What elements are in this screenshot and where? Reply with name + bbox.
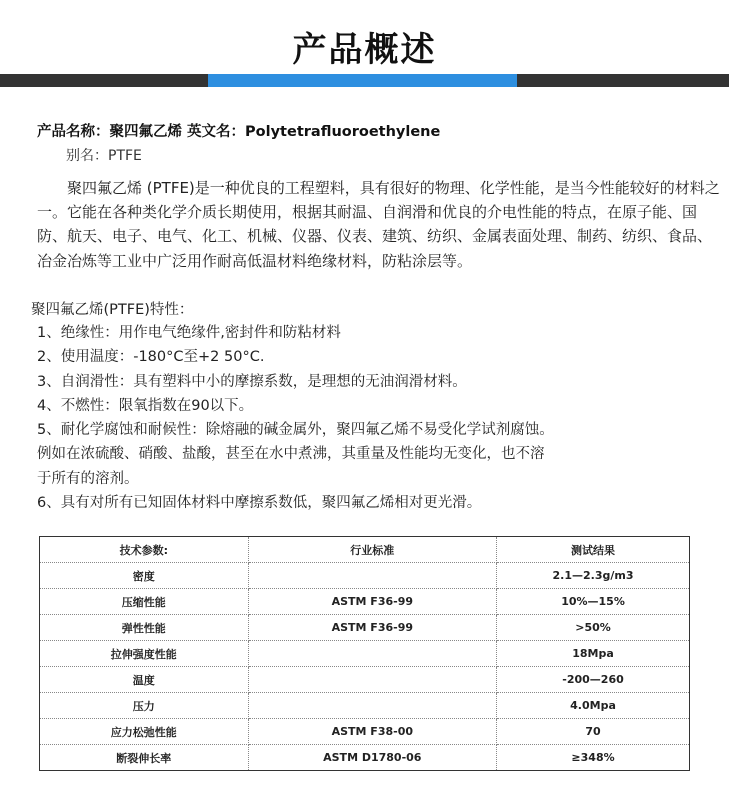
spec-header-cell: 行业标准 xyxy=(248,537,496,563)
page-title: 产品概述 xyxy=(292,30,437,70)
spec-table-row xyxy=(40,693,690,719)
property-item: 1、绝缘性：用作电气绝缘件,密封件和防粘材料 xyxy=(37,325,341,341)
spec-table-row xyxy=(40,641,690,667)
title-underline-bar xyxy=(0,74,729,87)
spec-cell-param: 断裂伸长率 xyxy=(40,745,249,771)
spec-cell-standard xyxy=(248,667,496,693)
property-item: 5、耐化学腐蚀和耐候性：除熔融的碱金属外，聚四氟乙烯不易受化学试剂腐蚀。 xyxy=(37,422,554,439)
spec-cell-param: 弹性性能 xyxy=(40,615,249,641)
spec-table-row xyxy=(40,745,690,771)
spec-cell-standard: ASTM F36-99 xyxy=(248,615,496,641)
spec-table-row xyxy=(40,615,690,641)
spec-cell-result: 4.0Mpa xyxy=(497,693,690,719)
spec-cell-result: 18Mpa xyxy=(497,641,690,667)
spec-header-cell: 测试结果 xyxy=(497,537,690,563)
product-alias-line: 别名：PTFE xyxy=(66,148,142,164)
spec-table-header-row xyxy=(40,537,690,563)
spec-cell-standard xyxy=(248,641,496,667)
spec-cell-standard xyxy=(248,563,496,589)
spec-table-row xyxy=(40,563,690,589)
property-item: 4、不燃性：限氧指数在90以下。 xyxy=(37,397,254,414)
spec-cell-result: >50% xyxy=(497,615,690,641)
property-item: 3、自润滑性：具有塑料中小的摩擦系数，是理想的无油润滑材料。 xyxy=(37,373,467,390)
property-item-continuation: 例如在浓硫酸、硝酸、盐酸，甚至在水中煮沸，其重量及性能均无变化，也不溶 xyxy=(37,446,545,463)
property-item: 2、使用温度：-180°C至+2 50°C. xyxy=(37,349,265,366)
spec-cell-param: 应力松弛性能 xyxy=(40,719,249,745)
title-underline-accent xyxy=(208,74,517,87)
intro-paragraph: 聚四氟乙烯 (PTFE)是一种优良的工程塑料，具有很好的物理、化学性能，是当今性能较好的材料之一。它能在各种类化学介质长期使用，根据其耐温、自润滑和优良的介电性能的特点，在原子能、国防、航天、电子、电气、化工、机械、仪器、仪表、建筑、纺织、金属表面处理、制药、纺织、食品、冶金冶炼等工业中广泛用作耐高低温材料绝缘材料，防粘涂层等。 xyxy=(37,179,720,270)
spec-cell-standard xyxy=(248,693,496,719)
spec-cell-standard: ASTM F36-99 xyxy=(248,589,496,615)
spec-cell-param: 温度 xyxy=(40,667,249,693)
spec-table xyxy=(39,536,690,771)
spec-table-row xyxy=(40,589,690,615)
properties-title: 聚四氟乙烯(PTFE)特性： xyxy=(31,302,194,318)
spec-cell-param: 压力 xyxy=(40,693,249,719)
spec-cell-result: ≥348% xyxy=(497,745,690,771)
spec-cell-standard: ASTM F38-00 xyxy=(248,719,496,745)
spec-cell-param: 压缩性能 xyxy=(40,589,249,615)
spec-cell-param: 拉伸强度性能 xyxy=(40,641,249,667)
spec-cell-param: 密度 xyxy=(40,563,249,589)
properties-list xyxy=(37,321,697,515)
spec-cell-result: 2.1—2.3g/m3 xyxy=(497,563,690,589)
spec-cell-result: -200—260 xyxy=(497,667,690,693)
spec-table-row xyxy=(40,719,690,745)
property-item: 6、具有对所有已知固体材料中摩擦系数低，聚四氟乙烯相对更光滑。 xyxy=(37,495,482,512)
spec-cell-result: 10%—15% xyxy=(497,589,690,615)
spec-cell-standard: ASTM D1780-06 xyxy=(248,745,496,771)
spec-cell-result: 70 xyxy=(497,719,690,745)
spec-header-cell: 技术参数: xyxy=(40,537,249,563)
property-item-continuation: 于所有的溶剂。 xyxy=(37,470,139,487)
product-name-line: 产品名称：聚四氟乙烯 英文名：Polytetrafluoroethylene xyxy=(37,124,441,140)
spec-table-row xyxy=(40,667,690,693)
